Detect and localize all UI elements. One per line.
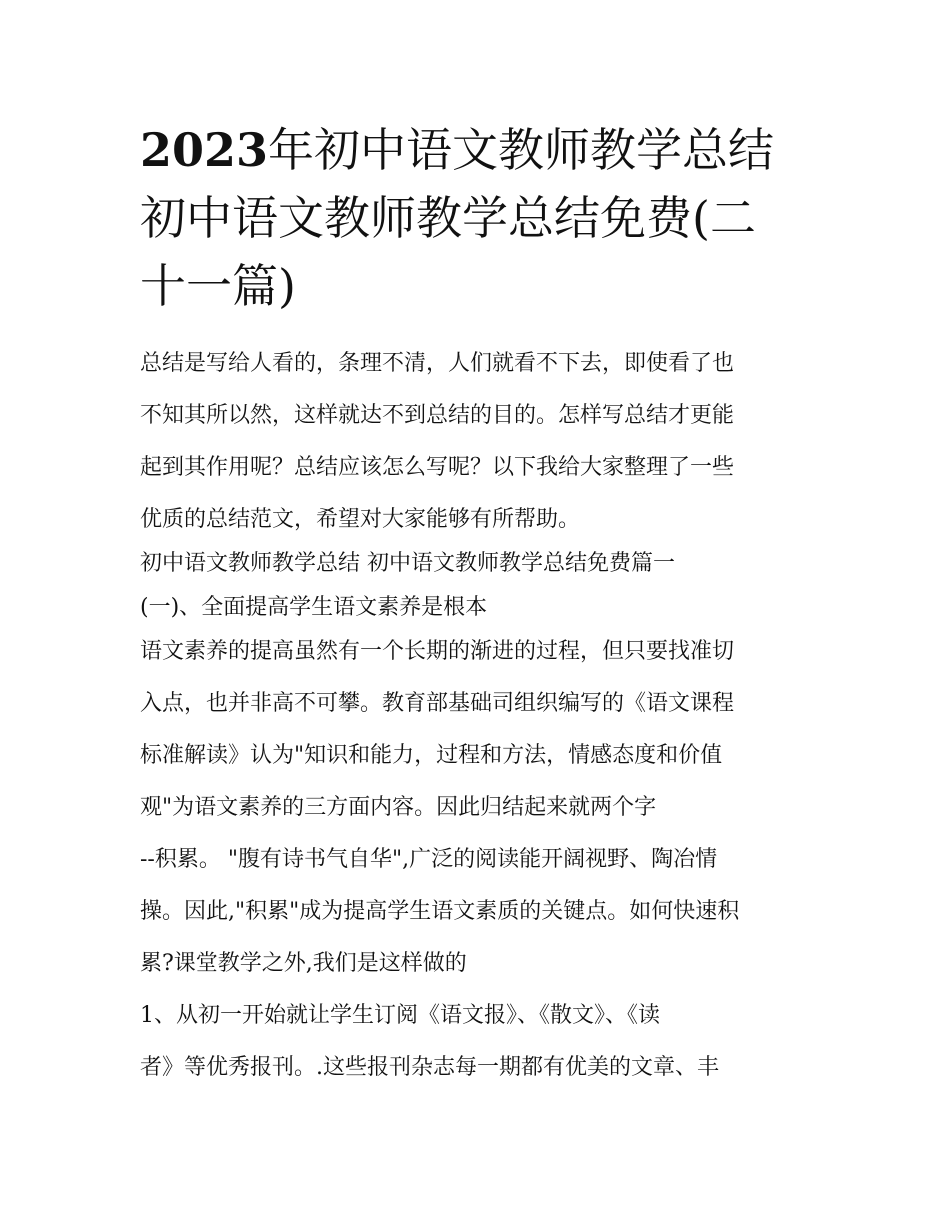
- paragraph-line-1: 语文素养的提高虽然有一个长期的渐进的过程，但只要找准切: [140, 639, 735, 664]
- paragraph-line-6: 操。因此,"积累"成为提高学生语文素质的关键点。如何快速积: [140, 899, 740, 924]
- title-line-1: [140, 116, 830, 184]
- title-line-1-text: 年初中语文教师教学总结: [268, 123, 775, 177]
- intro-line-3: 起到其作用呢？总结应该怎么写呢？以下我给大家整理了一些: [140, 455, 735, 480]
- title-year: 2023: [140, 123, 269, 177]
- list-item-line-2: 者》等优秀报刊。.这些报刊杂志每一期都有优美的文章、丰: [140, 1055, 719, 1080]
- paragraph-line-3: 标准解读》认为"知识和能力，过程和方法，情感态度和价值: [140, 743, 723, 768]
- paragraph-line-7: 累?课堂教学之外,我们是这样做的: [140, 951, 467, 976]
- document-body: [140, 352, 820, 1108]
- paragraph-line-4: 观"为语文素养的三方面内容。因此归结起来就两个字: [140, 795, 657, 820]
- list-item-line-1: 1、从初一开始就让学生订阅《语文报》、《散文》、《读: [140, 1003, 660, 1028]
- section-heading: 初中语文教师教学总结 初中语文教师教学总结免费篇一: [140, 551, 675, 576]
- paragraph-line-2: 入点，也并非高不可攀。教育部基础司组织编写的《语文课程: [140, 691, 735, 716]
- document-title: [140, 116, 830, 320]
- paragraph-line-5: --积累。 "腹有诗书气自华",广泛的阅读能开阔视野、陶冶情: [140, 847, 718, 872]
- subsection-heading: (一)、全面提高学生语文素养是根本: [140, 595, 488, 620]
- intro-line-2: 不知其所以然，这样就达不到总结的目的。怎样写总结才更能: [140, 403, 735, 428]
- intro-line-4: 优质的总结范文，希望对大家能够有所帮助。: [140, 507, 581, 532]
- title-line-2: 初中语文教师教学总结免费(二: [140, 191, 756, 245]
- title-line-3: 十一篇): [140, 259, 296, 313]
- intro-line-1: 总结是写给人看的，条理不清，人们就看不下去，即使看了也: [140, 351, 735, 376]
